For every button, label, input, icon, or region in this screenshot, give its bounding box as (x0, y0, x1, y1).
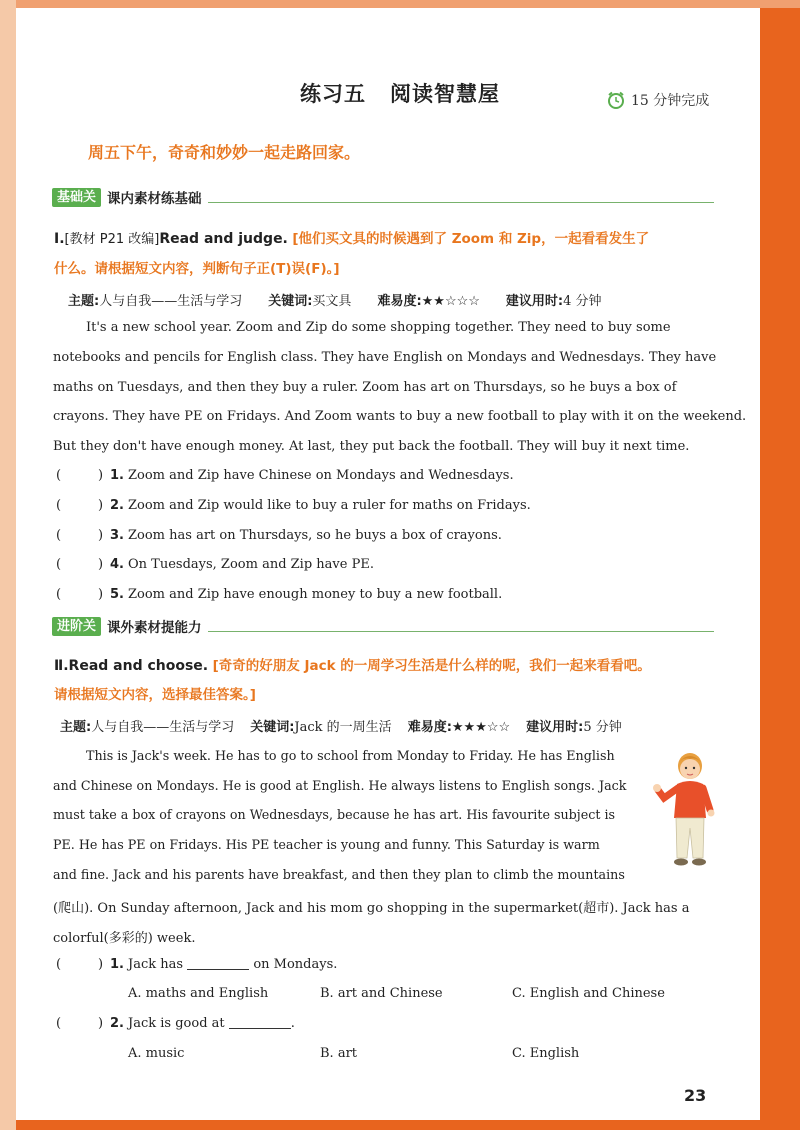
title-part1: 练习五 (300, 82, 366, 106)
timer (606, 90, 709, 110)
task2-desc-1: [奇奇的好朋友 Jack 的一周学习生活是什么样的呢，我们一起来看看吧。 (212, 658, 651, 674)
question-text: Zoom and Zip have Chinese on Mondays and Wednesdays. (128, 468, 514, 483)
meta1-topic: 人与自我——生活与学习 (99, 294, 243, 309)
judge-question[interactable]: ( ) 1. Zoom and Zip have Chinese on Mondays and Wednesdays. (56, 468, 514, 483)
option-a[interactable]: A. maths and English (128, 986, 269, 1001)
task1-meta (68, 290, 628, 309)
question-number: 2. (110, 498, 124, 513)
passage2-line: (爬山). On Sunday afternoon, Jack and his mom go shopping in the supermarket(超市). Jack has a (53, 901, 690, 916)
option-a[interactable]: A. music (128, 1046, 185, 1061)
meta2-difficulty-label: 难易度: (407, 720, 452, 735)
meta2-time: 5 分钟 (583, 720, 622, 735)
question-number: 4. (110, 557, 124, 572)
task1-number: Ⅰ. (54, 231, 65, 247)
question-text: Zoom has art on Thursdays, so he buys a box of crayons. (128, 528, 502, 543)
question-post: on Mondays. (253, 957, 338, 972)
meta1-difficulty: ★★☆☆☆ (421, 294, 480, 309)
meta2-topic: 人与自我——生活与学习 (91, 720, 235, 735)
judge-question[interactable]: ( ) 4. On Tuesdays, Zoom and Zip have PE. (56, 557, 374, 572)
question-pre: Jack has (128, 957, 184, 972)
task2-meta (60, 716, 622, 735)
task1-instruction-line1 (54, 229, 649, 250)
question-post: . (290, 1016, 295, 1031)
passage1-line: notebooks and pencils for English class. They have English on Mondays and Wednesdays. They have (53, 350, 717, 365)
task1-source: [教材 P21 改编] (64, 232, 160, 247)
meta1-difficulty-label: 难易度: (377, 294, 422, 309)
meta1-keyword-label: 关键词: (268, 294, 313, 309)
choice-question[interactable]: ( ) 1. Jack has on Mondays. (56, 957, 338, 972)
passage1-line: crayons. They have PE on Fridays. And Zoom wants to buy a new football to play with it on the weekend. (53, 409, 747, 424)
passage2-line: and Chinese on Mondays. He is good at English. He always listens to English songs. Jack (53, 778, 627, 793)
passage1-line: It's a new school year. Zoom and Zip do some shopping together. They need to buy some (86, 320, 671, 335)
option-b[interactable]: B. art (320, 1046, 358, 1061)
question-pre: Jack is good at (128, 1016, 225, 1031)
meta2-keyword: Jack 的一周生活 (294, 720, 392, 735)
section1-badge: 基础关 (52, 188, 101, 207)
passage2-line: and fine. Jack and his parents have breakfast, and then they plan to climb the mountains (53, 867, 625, 882)
meta2-keyword-label: 关键词: (250, 720, 295, 735)
left-edge-strip (0, 0, 16, 1130)
judge-question[interactable]: ( ) 5. Zoom and Zip have enough money to buy a new football. (56, 587, 503, 602)
passage2-line: colorful(多彩的) week. (53, 931, 196, 946)
meta2-difficulty: ★★★☆☆ (451, 720, 511, 735)
section2-badge: 进阶关 (52, 617, 101, 636)
meta2-topic-label: 主题: (60, 720, 92, 735)
intro-text: 周五下午，奇奇和妙妙一起走路回家。 (88, 143, 361, 162)
meta1-time-label: 建议用时: (505, 294, 564, 309)
section2-header (52, 616, 714, 636)
question-number: 1. (110, 468, 124, 483)
meta1-keyword: 买文具 (312, 294, 352, 309)
section2-title: 课外素材提能力 (107, 620, 202, 636)
section1-header (52, 187, 714, 207)
option-c[interactable]: C. English and Chinese (512, 986, 665, 1001)
alarm-clock-icon (606, 91, 626, 109)
section1-divider (208, 192, 714, 203)
answer-blank[interactable] (187, 957, 249, 970)
task2-instruction-line1 (54, 656, 651, 676)
question-number: 5. (110, 587, 124, 602)
question-number: 1. (110, 957, 124, 972)
task2-instruction-line2 (54, 685, 256, 705)
page-number: 23 (684, 1086, 707, 1105)
task2-label: Read and choose. (68, 658, 209, 674)
task2-number: Ⅱ. (54, 658, 69, 674)
boy-illustration (650, 748, 720, 870)
question-number: 3. (110, 528, 124, 543)
passage1-line: maths on Tuesdays, and then they buy a ruler. Zoom has art on Thursdays, so he buys a box of (53, 380, 677, 395)
top-edge-strip (0, 0, 800, 8)
passage2-line: must take a box of crayons on Wednesdays, because he has art. His favourite subject is (53, 807, 616, 822)
answer-blank[interactable] (229, 1016, 291, 1029)
question-text: Zoom and Zip have enough money to buy a new football. (128, 587, 503, 602)
judge-question[interactable]: ( ) 2. Zoom and Zip would like to buy a ruler for maths on Fridays. (56, 498, 531, 513)
section1-title: 课内素材练基础 (107, 191, 202, 207)
choice-question[interactable]: ( ) 2. Jack is good at . (56, 1016, 295, 1031)
question-number: 2. (110, 1016, 124, 1031)
task1-desc-2: 什么。请根据短文内容，判断句子正(T)误(F)。] (54, 261, 340, 277)
passage1-line: But they don't have enough money. At last, they put back the football. They will buy it next time. (53, 439, 690, 454)
question-text: On Tuesdays, Zoom and Zip have PE. (128, 557, 374, 572)
timer-text: 15 分钟完成 (631, 93, 710, 109)
task1-label: Read and judge. (159, 231, 288, 247)
meta1-time: 4 分钟 (563, 294, 602, 309)
meta2-time-label: 建议用时: (526, 720, 584, 735)
task1-desc-1: [他们买文具的时候遇到了 Zoom 和 Zip，一起看看发生了 (292, 231, 650, 247)
section2-divider (208, 621, 714, 632)
question-text: Zoom and Zip would like to buy a ruler for maths on Fridays. (128, 498, 531, 513)
judge-question[interactable]: ( ) 3. Zoom has art on Thursdays, so he buys a box of crayons. (56, 528, 502, 543)
passage2-line: This is Jack's week. He has to go to school from Monday to Friday. He has English (86, 748, 615, 763)
task2-desc-2: 请根据短文内容，选择最佳答案。] (54, 687, 256, 703)
task1-instruction-line2 (54, 259, 340, 279)
option-b[interactable]: B. art and Chinese (320, 986, 443, 1001)
passage2-line: PE. He has PE on Fridays. His PE teacher is young and funny. This Saturday is warm (53, 837, 600, 852)
title-part2: 阅读智慧屋 (390, 82, 500, 106)
option-c[interactable]: C. English (512, 1046, 580, 1061)
meta1-topic-label: 主题: (68, 294, 100, 309)
